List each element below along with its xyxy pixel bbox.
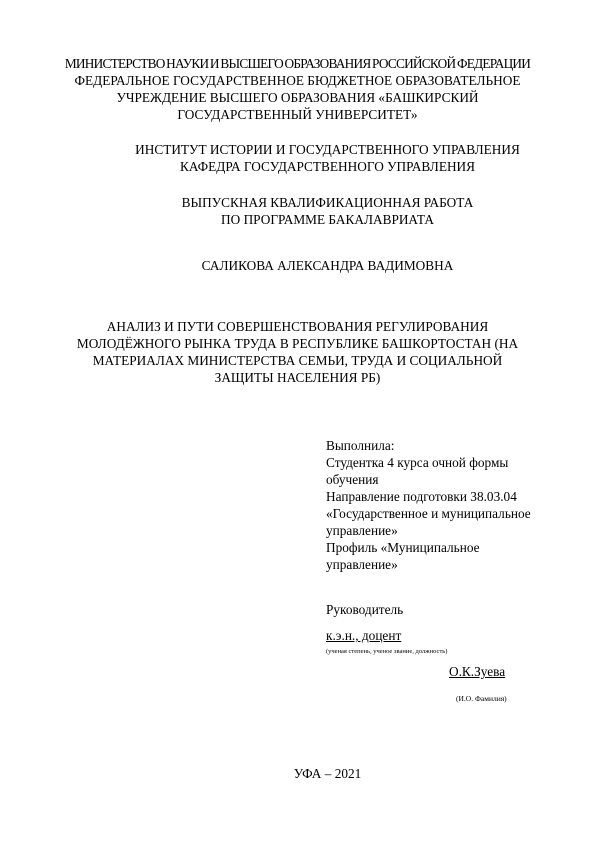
supervisor-degree-caption: (ученая степень, ученое звание, должность) <box>326 648 448 655</box>
work-type-line-2: ПО ПРОГРАММЕ БАКАЛАВРИАТА <box>221 212 434 227</box>
supervisor-label: Руководитель <box>326 602 404 617</box>
performer-line: управление» <box>326 557 398 572</box>
thesis-title-line-4: ЗАЩИТЫ НАСЕЛЕНИЯ РБ) <box>214 370 381 385</box>
ministry-line: МИНИСТЕРСТВО НАУКИ И ВЫСШЕГО ОБРАЗОВАНИЯ РОССИЙСКОЙ ФЕДЕРАЦИИ <box>64 56 531 71</box>
performer-line: обучения <box>326 472 379 487</box>
thesis-title-line-2: МОЛОДЁЖНОГО РЫНКА ТРУДА В РЕСПУБЛИКЕ БАШКОРТОСТАН (НА <box>76 336 519 351</box>
supervisor-degree: к.э.н., доцент <box>326 628 402 643</box>
university-line-2: УЧРЕЖДЕНИЕ ВЫСШЕГО ОБРАЗОВАНИЯ «БАШКИРСКИЙ <box>116 90 479 105</box>
city-year: УФА – 2021 <box>293 766 362 781</box>
performer-line: Профиль «Муниципальное <box>326 540 480 555</box>
performer-line: «Государственное и муниципальное <box>326 506 531 521</box>
supervisor-name: О.К.Зуева <box>449 664 506 679</box>
institute-line: ИНСТИТУТ ИСТОРИИ И ГОСУДАРСТВЕННОГО УПРАВЛЕНИЯ <box>135 142 520 157</box>
thesis-title-line-3: МАТЕРИАЛАХ МИНИСТЕРСТВА СЕМЬИ, ТРУДА И СОЦИАЛЬНОЙ <box>92 353 503 368</box>
thesis-title-line-1: АНАЛИЗ И ПУТИ СОВЕРШЕНСТВОВАНИЯ РЕГУЛИРОВАНИЯ <box>106 319 489 334</box>
university-line-1: ФЕДЕРАЛЬНОЕ ГОСУДАРСТВЕННОЕ БЮДЖЕТНОЕ ОБРАЗОВАТЕЛЬНОЕ <box>74 73 521 88</box>
university-line-3: ГОСУДАРСТВЕННЫЙ УНИВЕРСИТЕТ» <box>177 107 418 122</box>
performer-label: Выполнила: <box>326 438 395 453</box>
performer-line: Направление подготовки 38.03.04 <box>326 489 517 504</box>
performer-line: управление» <box>326 523 398 538</box>
work-type-line-1: ВЫПУСКНАЯ КВАЛИФИКАЦИОННАЯ РАБОТА <box>181 195 474 210</box>
performer-line: Студентка 4 курса очной формы <box>326 455 509 470</box>
department-line: КАФЕДРА ГОСУДАРСТВЕННОГО УПРАВЛЕНИЯ <box>179 159 476 174</box>
author-name: САЛИКОВА АЛЕКСАНДРА ВАДИМОВНА <box>201 258 454 273</box>
supervisor-name-caption: (И.О. Фамилия) <box>456 694 507 703</box>
